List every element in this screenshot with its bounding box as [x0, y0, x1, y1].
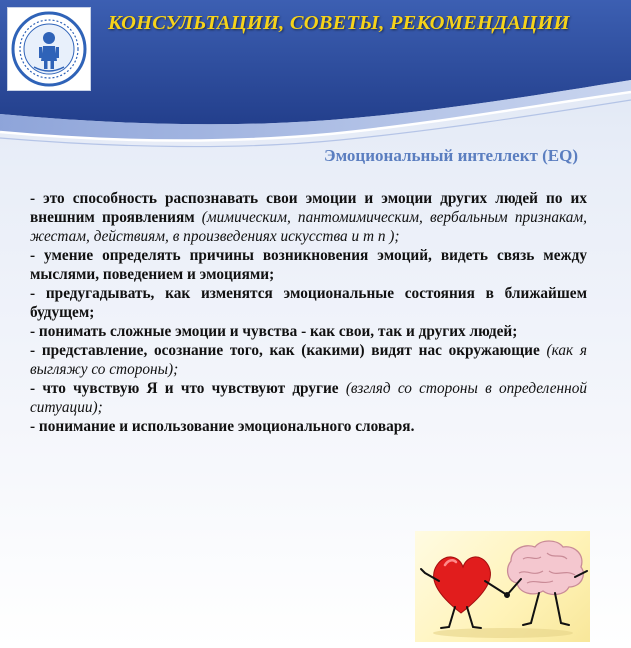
- paragraph-text: - понимать сложные эмоции и чувства - как свои, так и других людей;: [30, 323, 518, 340]
- paragraph-text: - понимание и использование эмоционального словаря.: [30, 418, 415, 435]
- paragraph: [30, 417, 587, 436]
- logo: [7, 7, 91, 91]
- paragraph-note: (как я выгляжу со стороны);: [30, 342, 587, 378]
- kindergarten-emblem-icon: [11, 11, 87, 87]
- paragraph: [30, 322, 587, 341]
- section-heading: Эмоциональный интеллект (EQ): [324, 146, 578, 165]
- paragraph: [30, 246, 587, 284]
- illustration: [415, 531, 590, 642]
- paragraph-text: - представление, осознание того, как (какими) видят нас окружающие: [30, 342, 540, 359]
- paragraph-note: (мимическим, пантомимическим, вербальным признакам, жестам, действиям, в произведениях искусства и т п );: [30, 209, 587, 245]
- paragraph-text: - предугадывать, как изменятся эмоциональные состояния в ближайшем будущем;: [30, 285, 587, 321]
- paragraph-text: - это способность распознавать свои эмоции и эмоции других людей по их внешним проявлениям: [30, 190, 587, 226]
- paragraph-text: - умение определять причины возникновения эмоций, видеть связь между мыслями, поведением и эмоциями;: [30, 247, 587, 283]
- paragraph-text: - что чувствую Я и что чувствуют другие: [30, 380, 339, 397]
- page-title: КОНСУЛЬТАЦИИ, СОВЕТЫ, РЕКОМЕНДАЦИИ: [108, 12, 570, 34]
- paragraph: [30, 379, 587, 417]
- content: [30, 189, 587, 436]
- paragraph: [30, 341, 587, 379]
- paragraph: [30, 189, 587, 246]
- paragraph: [30, 284, 587, 322]
- paragraph-note: (взгляд со стороны в определенной ситуации);: [30, 380, 587, 416]
- heart-and-brain-holding-hands-icon: [415, 531, 590, 642]
